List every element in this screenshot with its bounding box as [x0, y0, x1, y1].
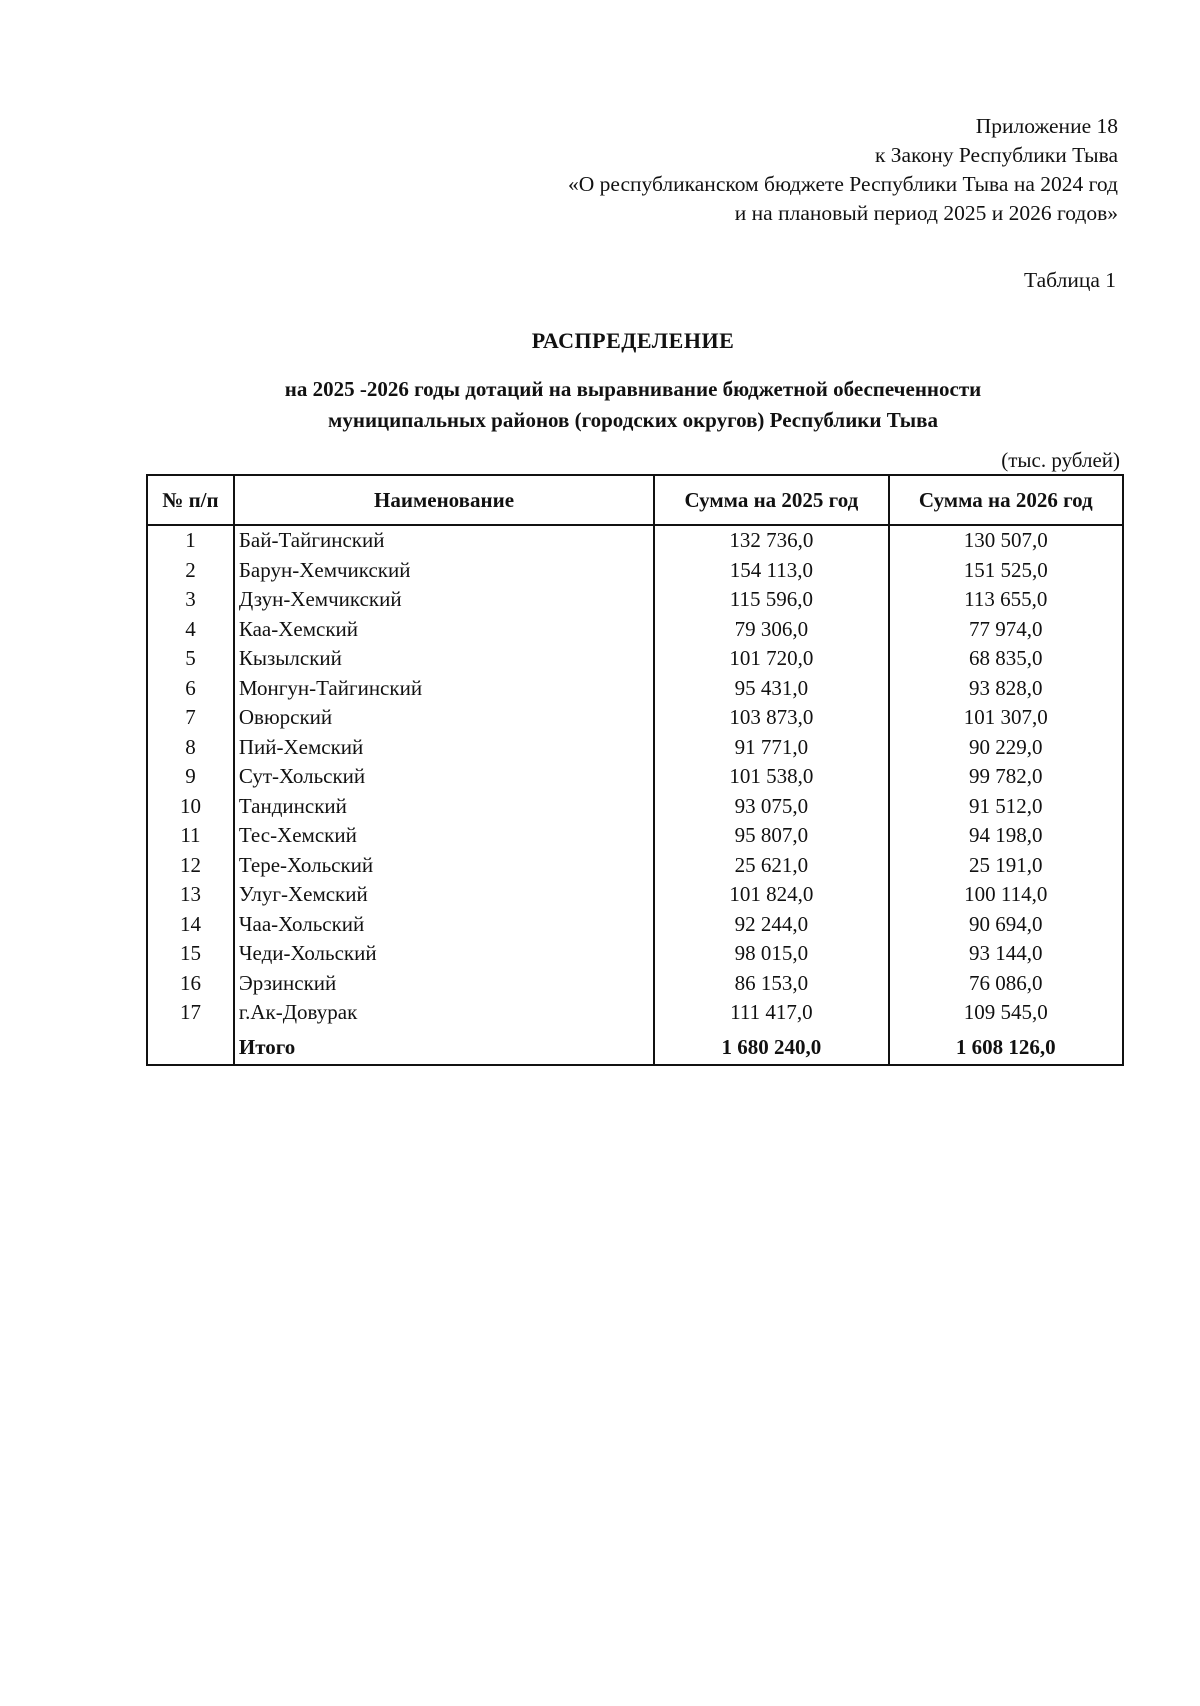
- row-number: 11: [147, 821, 234, 851]
- column-header-num: № п/п: [147, 475, 234, 525]
- amount-2025: 91 771,0: [654, 733, 888, 763]
- table-row: [147, 939, 1123, 969]
- district-name: Каа-Хемский: [234, 615, 654, 645]
- table-row: [147, 615, 1123, 645]
- total-2026: 1 608 126,0: [889, 1032, 1123, 1065]
- row-number: 8: [147, 733, 234, 763]
- amount-2026: 90 229,0: [889, 733, 1123, 763]
- amount-2026: 91 512,0: [889, 792, 1123, 822]
- row-number: 14: [147, 910, 234, 940]
- table-row: [147, 792, 1123, 822]
- table-row: [147, 762, 1123, 792]
- table-row: [147, 556, 1123, 586]
- district-name: Монгун-Тайгинский: [234, 674, 654, 704]
- row-number: 12: [147, 851, 234, 881]
- law-reference: к Закону Республики Тыва: [874, 143, 1118, 167]
- row-number: 9: [147, 762, 234, 792]
- district-name: Улуг-Хемский: [234, 880, 654, 910]
- district-name: Бай-Тайгинский: [234, 525, 654, 556]
- column-header-2026: Сумма на 2026 год: [889, 475, 1123, 525]
- row-number: 5: [147, 644, 234, 674]
- total-num-cell: [147, 1032, 234, 1065]
- row-number: 15: [147, 939, 234, 969]
- total-row: [147, 1032, 1123, 1065]
- row-number: 17: [147, 998, 234, 1032]
- row-number: 13: [147, 880, 234, 910]
- row-number: 3: [147, 585, 234, 615]
- subtitle-line-1: на 2025 -2026 годы дотаций на выравнивание бюджетной обеспеченности: [284, 377, 982, 401]
- amount-2025: 98 015,0: [654, 939, 888, 969]
- total-label: Итого: [234, 1032, 654, 1065]
- amount-2025: 93 075,0: [654, 792, 888, 822]
- amount-2025: 115 596,0: [654, 585, 888, 615]
- unit-label: (тыс. рублей): [1001, 448, 1120, 472]
- amount-2026: 94 198,0: [889, 821, 1123, 851]
- district-name: Тере-Хольский: [234, 851, 654, 881]
- distribution-table: [146, 474, 1124, 1066]
- amount-2026: 109 545,0: [889, 998, 1123, 1032]
- total-2025: 1 680 240,0: [654, 1032, 888, 1065]
- table-row: [147, 821, 1123, 851]
- table-row: [147, 733, 1123, 763]
- amount-2026: 151 525,0: [889, 556, 1123, 586]
- table-body: [147, 525, 1123, 1065]
- amount-2025: 79 306,0: [654, 615, 888, 645]
- district-name: Дзун-Хемчикский: [234, 585, 654, 615]
- district-name: Пий-Хемский: [234, 733, 654, 763]
- district-name: Овюрский: [234, 703, 654, 733]
- document-title: РАСПРЕДЕЛЕНИЕ: [531, 328, 735, 353]
- amount-2025: 86 153,0: [654, 969, 888, 999]
- law-title-continued: и на плановый период 2025 и 2026 годов»: [734, 201, 1118, 225]
- row-number: 10: [147, 792, 234, 822]
- table-row: [147, 585, 1123, 615]
- district-name: Сут-Хольский: [234, 762, 654, 792]
- amount-2026: 100 114,0: [889, 880, 1123, 910]
- amount-2025: 101 824,0: [654, 880, 888, 910]
- amount-2025: 101 720,0: [654, 644, 888, 674]
- district-name: Тес-Хемский: [234, 821, 654, 851]
- table-row: [147, 674, 1123, 704]
- district-name: Чеди-Хольский: [234, 939, 654, 969]
- amount-2026: 93 144,0: [889, 939, 1123, 969]
- amount-2025: 25 621,0: [654, 851, 888, 881]
- table-header-row: [147, 475, 1123, 525]
- row-number: 4: [147, 615, 234, 645]
- amount-2025: 154 113,0: [654, 556, 888, 586]
- table-row: [147, 998, 1123, 1032]
- amount-2026: 76 086,0: [889, 969, 1123, 999]
- amount-2026: 25 191,0: [889, 851, 1123, 881]
- amount-2026: 90 694,0: [889, 910, 1123, 940]
- appendix-number: Приложение 18: [975, 114, 1118, 138]
- district-name: Кызылский: [234, 644, 654, 674]
- table-row: [147, 525, 1123, 556]
- table-row: [147, 969, 1123, 999]
- table-row: [147, 703, 1123, 733]
- document-header: [568, 112, 1118, 228]
- document-subtitle: [0, 374, 1200, 436]
- table-row: [147, 880, 1123, 910]
- district-name: Барун-Хемчикский: [234, 556, 654, 586]
- amount-2025: 95 431,0: [654, 674, 888, 704]
- table-row: [147, 910, 1123, 940]
- amount-2025: 132 736,0: [654, 525, 888, 556]
- district-name: Тандинский: [234, 792, 654, 822]
- row-number: 2: [147, 556, 234, 586]
- table-label: Таблица 1: [1024, 268, 1116, 292]
- amount-2026: 68 835,0: [889, 644, 1123, 674]
- amount-2026: 77 974,0: [889, 615, 1123, 645]
- law-title: «О республиканском бюджете Республики Тыва на 2024 год: [568, 172, 1118, 196]
- amount-2026: 99 782,0: [889, 762, 1123, 792]
- amount-2026: 93 828,0: [889, 674, 1123, 704]
- district-name: Эрзинский: [234, 969, 654, 999]
- table-row: [147, 644, 1123, 674]
- amount-2025: 111 417,0: [654, 998, 888, 1032]
- row-number: 1: [147, 525, 234, 556]
- row-number: 6: [147, 674, 234, 704]
- row-number: 16: [147, 969, 234, 999]
- column-header-2025: Сумма на 2025 год: [654, 475, 888, 525]
- amount-2026: 130 507,0: [889, 525, 1123, 556]
- amount-2026: 113 655,0: [889, 585, 1123, 615]
- amount-2026: 101 307,0: [889, 703, 1123, 733]
- amount-2025: 101 538,0: [654, 762, 888, 792]
- row-number: 7: [147, 703, 234, 733]
- amount-2025: 103 873,0: [654, 703, 888, 733]
- subtitle-line-2: муниципальных районов (городских округов) Республики Тыва: [328, 408, 938, 432]
- column-header-name: Наименование: [234, 475, 654, 525]
- amount-2025: 92 244,0: [654, 910, 888, 940]
- amount-2025: 95 807,0: [654, 821, 888, 851]
- district-name: г.Ак-Довурак: [234, 998, 654, 1032]
- table-row: [147, 851, 1123, 881]
- district-name: Чаа-Хольский: [234, 910, 654, 940]
